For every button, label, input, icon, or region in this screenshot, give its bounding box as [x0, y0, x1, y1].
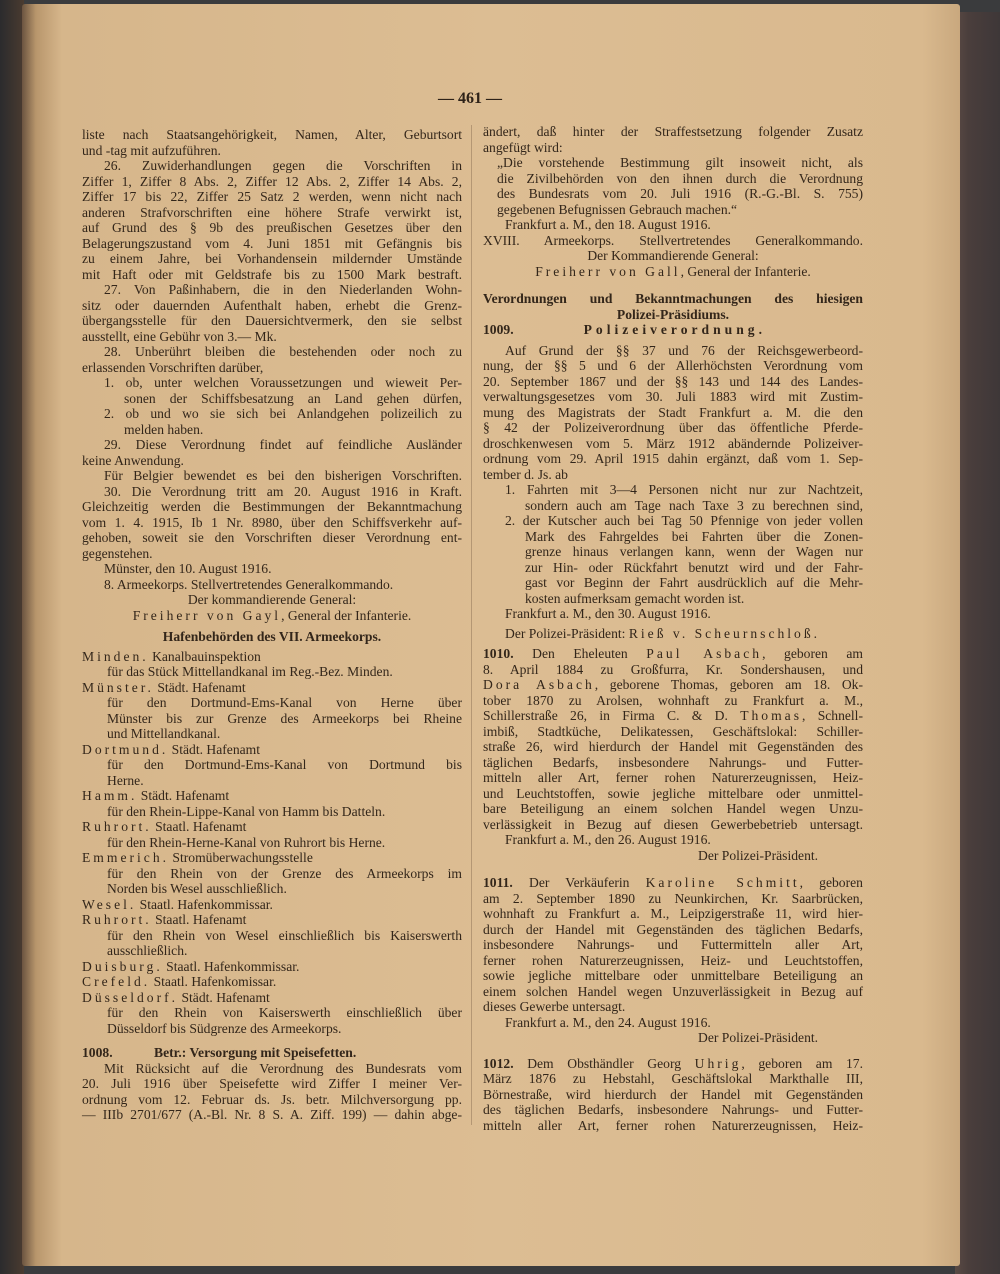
text-line: Auf Grund der §§ 37 und 76 der Reichsgewerbeord- [505, 342, 863, 358]
section-heading: Hafenbehörden des VII. Armeekorps. [162, 629, 382, 644]
text-segment: Schillerstraße 26, in Firma C. & D. [483, 708, 741, 723]
text-segment: Städt. Hafenamt [153, 679, 246, 695]
text-line: ändert, daß hinter der Straffestsetzung folgender Zusatz [483, 124, 863, 139]
text-line: Der Kommandierende General: [587, 248, 759, 263]
text-line: erlassenden Vorschriften darüber, [82, 359, 264, 375]
text-line: 8. Armeekorps. Stellvertretendes Generalkommando. [104, 576, 394, 592]
text-segment: Dem Obsthändler Georg [513, 1055, 695, 1071]
text-line: gast vor Beginn der Fahrt ausdrücklich auf die Mehr- [525, 575, 863, 590]
text-line: 2. ob und wo sie sich bei Anlandgehen polizeilich zu [104, 406, 462, 421]
text-line: mitteln aller Art, ferner rohen Naturerzeugnissen, Heiz- [483, 770, 863, 785]
text-line: sitz oder dauernden Aufenthalt haben, erhebt die Grenz- [82, 297, 462, 313]
section-heading: Polizei-Präsidiums. [616, 306, 730, 322]
text-line: gegenstehen. [82, 545, 153, 561]
heading-text: Betr.: Versorgung mit Speisefetten. [154, 1045, 357, 1060]
text-line: Frankfurt a. M., den 30. August 1916. [505, 606, 711, 621]
text-line: zur Hin- oder Rückfahrt benutzt wird und der Fahr- [525, 559, 863, 575]
text-line: für den Dortmund-Ems-Kanal von Herne über [107, 695, 462, 710]
text-line [82, 990, 462, 1006]
text-line: Der kommandierende General: [187, 592, 357, 607]
text-segment: Städt. Hafenamt [168, 741, 261, 757]
text-line: nung, der §§ 5 und 6 der Allerhöchsten Verordnung vom [483, 358, 863, 373]
text-line: anderen Strafvorschriften eine höhere Strafe verwirkt ist, [82, 204, 462, 220]
text-line: die Zivilbehörden von den ihnen durch die Verordnung [497, 170, 863, 186]
text-line [82, 850, 462, 866]
text-line: 20. September 1867 und der §§ 143 und 144 des Landes- [483, 373, 863, 389]
text-segment: Städt. Hafenamt [137, 788, 230, 803]
spaced-name: Düsseldorf. [82, 989, 179, 1005]
text-line: für den Rhein von Kaiserswerth einschließlich über [107, 1005, 462, 1020]
text-line: mitteln aller Art, ferner rohen Naturerzeugnissen, Heiz- [483, 1117, 863, 1133]
text-segment: , geborene Thomas, geboren am 18. Ok- [594, 677, 863, 692]
entry-number: 1009. [483, 322, 514, 337]
text-line: Norden bis Wesel ausschließlich. [107, 881, 287, 896]
text-line [82, 1045, 462, 1061]
text-line: sowie jegliche mittelbare oder unmittelbare Beteiligung an [483, 968, 863, 983]
text-line: vom 1. 4. 1915, Ib 1 Nr. 8980, über den Schiffsverkehr auf- [82, 514, 462, 530]
text-line [82, 680, 462, 696]
text-line [82, 819, 462, 835]
text-line: angefügt wird: [483, 139, 563, 155]
text-line [82, 649, 462, 665]
spaced-name: Rieß v. Scheurnschloß. [628, 625, 821, 641]
text-line: 20. Juli 1916 über Speisefette wird Ziffer I meiner Ver- [82, 1076, 462, 1091]
text-line: droschkenwesen vom 5. März 1912 abändernde Polizeiver- [483, 435, 863, 451]
spaced-name: Duisburg. [82, 958, 163, 974]
text-line: Mark des Fahrgeldes bei Fahrten über die Zonen- [525, 528, 863, 544]
text-line: des Bundesrats vom 20. Juli 1916 (R.-G.-Bl. S. 755) [497, 186, 863, 201]
entry-number: 1011. [483, 875, 513, 890]
spaced-name: Crefeld. [82, 974, 151, 989]
text-line: gegebenen Befugnissen Gebrauch machen.“ [497, 201, 738, 217]
text-line: Herne. [107, 772, 144, 788]
text-line: einem solchen Handel wegen Unzuverlässigkeit in Bezug auf [483, 983, 863, 999]
text-segment: Städt. Hafenamt [178, 989, 270, 1005]
text-line [483, 708, 863, 724]
spaced-name: Hamm. [82, 788, 138, 803]
text-line [483, 677, 863, 693]
text-line: auf Grund des § 9b des preußischen Gesetzes über den [82, 220, 462, 235]
text-line: imbiß, Stadtküche, Delikatessen, Geschäftslokal: Schiller- [483, 723, 863, 739]
text-line: ferner rohen Naturerzeugnissen, Heiz- und Leuchtstoffen, [483, 952, 863, 968]
text-line: 28. Unberührt bleiben die bestehenden oder noch zu [104, 344, 462, 359]
spaced-name: Freiherr von Gall [535, 263, 681, 279]
text-segment: , General der Infanterie. [281, 607, 412, 623]
text-segment: Staatl. Hafenkomissar. [150, 974, 277, 989]
text-line: tember d. Js. ab [483, 466, 568, 482]
text-line: liste nach Staatsangehörigkeit, Namen, Alter, Geburtsort [82, 127, 462, 142]
text-line: Düsseldorf bis Südgrenze des Armeekorps. [107, 1020, 342, 1036]
text-line: sonen der Schiffsbesatzung an Land gehen dürfen, [124, 390, 462, 406]
text-line: übergangsstelle für den Dauersichtvermerk, den sie selbst [82, 313, 462, 328]
text-line: des täglichen Bedarfs, insbesondere Nahrungs- und Futter- [483, 1102, 863, 1117]
text-segment: Staatl. Hafenamt [151, 819, 247, 834]
left-column [82, 127, 462, 1123]
text-segment: Stromüberwachungsstelle [169, 850, 313, 865]
text-line: für den Rhein-Herne-Kanal von Ruhrort bis Herne. [107, 834, 386, 850]
text-line: und Leuchtstoffen, sowie jegliche mittelbare oder unmittel- [483, 785, 863, 801]
spaced-name: Wesel. [82, 896, 137, 912]
text-line: Frankfurt a. M., den 26. August 1916. [505, 832, 711, 847]
text-segment: Der Polizei-Präsident: [505, 625, 629, 641]
text-line [82, 788, 462, 804]
text-line: März 1876 zu Hebstahl, Geschäftslokal Markthalle III, [483, 1071, 863, 1086]
text-line: Frankfurt a. M., den 24. August 1916. [505, 1014, 711, 1030]
text-line: mung des Magistrats der Stadt Frankfurt a. M. die den [483, 404, 863, 420]
text-line [82, 974, 462, 990]
text-segment: Der Verkäuferin [512, 875, 646, 890]
text-line: am 2. September 1890 zu Neunkirchen, Kr. Saarbrücken, [483, 890, 863, 906]
text-line: zu einem Jahre, bei Vorhandensein mildernder Umstände [82, 251, 462, 266]
spaced-name: Polizeiverordnung. [583, 322, 766, 337]
text-line: Für Belgier bewendet es bei den bisherigen Vorschriften. [104, 468, 462, 483]
entry-number: 1012. [483, 1055, 514, 1071]
text-line: — IIIb 2701/677 (A.-Bl. Nr. 8 S. A. Ziff. 199) — dahin abge- [82, 1107, 462, 1122]
text-line [82, 897, 462, 913]
text-line [483, 646, 863, 662]
text-line: gehoben, soweit sie den Vorschriften dieser Verordnung ent- [82, 530, 462, 545]
text-line: XVIII. Armeekorps. Stellvertretendes Generalkommando. [483, 232, 863, 248]
spaced-name: Ruhrort. [82, 819, 152, 834]
spaced-name: Paul Asbach [646, 646, 763, 661]
text-line: Ziffer 1, Ziffer 8 Abs. 2, Ziffer 12 Abs. 2, Ziffer 14 Abs. 2, [82, 173, 462, 189]
text-line: Der Polizei-Präsident. [698, 1030, 819, 1045]
text-line: mit Haft oder mit Geldstrafe bis zu 1500 Mark bestraft. [82, 266, 462, 282]
text-line: grenze hinaus verlangen kann, wenn der Wagen nur [525, 544, 863, 559]
text-line: 2. der Kutscher auch bei Tag 50 Pfennige von jeder vollen [505, 513, 863, 528]
text-line: kosten aufmerksam gemacht worden ist. [525, 590, 745, 606]
text-line: tober 1870 zu Arolsen, wohnhaft zu Frankfurt a. M., [483, 692, 863, 708]
text-line: melden haben. [124, 421, 204, 437]
text-line: für den Dortmund-Ems-Kanal von Dortmund bis [107, 757, 462, 772]
text-line: „Die vorstehende Bestimmung gilt insoweit nicht, als [497, 155, 863, 170]
entry-number: 1008. [82, 1045, 113, 1060]
spaced-name: Freiherr von Gayl [132, 607, 282, 623]
text-segment: Den Eheleuten [513, 646, 647, 661]
text-line: sondern auch am Tage nach Taxe 3 zu berechnen sind, [525, 497, 863, 513]
text-line: und Mittellandkanal. [107, 726, 221, 741]
spaced-name: Uhrig [694, 1055, 742, 1071]
text-line: Gleichzeitig werden die Bestimmungen der Bekanntmachung [82, 499, 462, 514]
book-spine [0, 0, 24, 1274]
page-stack-edge [955, 12, 1000, 1274]
text-line: 8. April 1884 zu Großfurra, Kr. Sondershausen, und [483, 661, 863, 677]
text-line: täglichen Bedarfs, insbesondere Nahrungs- und Futter- [483, 754, 863, 770]
text-line [82, 959, 462, 975]
text-line: ausschließlich. [107, 943, 188, 958]
text-line: ordnung vom 29. April 1915 dahin ergänzt, daß vom 1. Sep- [483, 451, 863, 466]
text-line: verlässigkeit in Bezug auf diesen Gewerbebetrieb untersagt. [483, 816, 863, 832]
text-line: § 42 der Polizeiverordnung über das öffentliche Pferde- [483, 420, 863, 435]
text-line: 29. Diese Verordnung findet auf feindliche Ausländer [104, 437, 462, 452]
text-line: 26. Zuwiderhandlungen gegen die Vorschriften in [104, 158, 462, 173]
text-line: Der Polizei-Präsident. [698, 847, 819, 863]
text-line: und -tag mit aufzuführen. [82, 142, 221, 158]
text-line: Ziffer 17 bis 22, Ziffer 25 Satz 2 werden, wenn nicht nach [82, 189, 462, 204]
text-line: insbesondere Nahrungs- und Futtermitteln aller Art, [483, 937, 863, 952]
text-line [483, 264, 863, 280]
text-line: Frankfurt a. M., den 18. August 1916. [505, 217, 711, 232]
spaced-name: Minden. [82, 648, 149, 664]
spaced-name: Emmerich. [82, 850, 170, 865]
text-line [483, 875, 863, 891]
text-line [82, 912, 462, 928]
text-segment: Staatl. Hafenkommissar. [162, 958, 300, 974]
spaced-name: Thomas [740, 708, 802, 723]
text-line [82, 742, 462, 758]
text-line: durch der Handel mit Gegenständen des täglichen Bedarfs, [483, 921, 863, 937]
text-line: für den Rhein von Wesel einschließlich bis Kaiserswerth [107, 927, 462, 943]
text-segment: , geboren [799, 875, 863, 890]
text-segment: , General der Infanterie. [680, 263, 811, 279]
text-line: 27. Von Paßinhabern, die in den Niederlanden Wohn- [104, 282, 462, 297]
spaced-name: Dora Asbach [483, 677, 595, 692]
text-segment: , Schnell- [801, 708, 863, 723]
text-line: ordnung vom 12. Februar ds. Js. betr. Milchversorgung pp. [82, 1091, 462, 1107]
text-line: 1. Fahrten mit 3—4 Personen nicht nur zur Nachtzeit, [505, 482, 863, 497]
text-line: Börnestraße, wird hierdurch der Handel mit Gegenständen [483, 1086, 863, 1102]
text-line: 30. Die Verordnung tritt am 20. August 1916 in Kraft. [104, 483, 462, 499]
spaced-name: Karoline Schmitt [645, 875, 800, 890]
spaced-name: Ruhrort. [82, 912, 152, 927]
text-line [82, 608, 462, 624]
text-segment: Staatl. Hafenkommissar. [136, 896, 273, 912]
right-column [483, 124, 863, 1133]
text-line [483, 626, 863, 642]
text-line: dieses Gewerbe untersagt. [483, 999, 626, 1014]
spaced-name: Münster. [82, 679, 154, 695]
section-heading [483, 322, 863, 338]
column-divider [471, 125, 472, 1125]
section-heading: Verordnungen und Bekanntmachungen des hiesigen [483, 291, 863, 306]
text-line: verwaltungsgesetzes vom 30. Juli 1883 wird mit Zustim- [483, 389, 863, 404]
text-line: Mit Rücksicht auf die Verordnung des Bundesrats vom [104, 1060, 462, 1076]
entry-number: 1010. [483, 646, 514, 661]
text-segment: , geboren am [762, 646, 863, 661]
text-line: für den Rhein von der Grenze des Armeekorps im [107, 865, 462, 881]
text-line: für das Stück Mittellandkanal im Reg.-Bez. Minden. [107, 664, 393, 679]
text-segment: , geboren am 17. [741, 1055, 863, 1071]
text-line: bare Beteiligung an einem solchen Handel wegen Unzu- [483, 801, 863, 816]
text-line: Münster bis zur Grenze des Armeekorps bei Rheine [107, 710, 462, 726]
text-line: für den Rhein-Lippe-Kanal von Hamm bis Datteln. [107, 803, 386, 819]
text-line: wohnhaft zu Frankfurt a. M., Leipzigerstraße 11, wird hier- [483, 906, 863, 921]
text-line: 1. ob, unter welchen Voraussetzungen und wieweit Per- [104, 375, 462, 390]
text-line: keine Anwendung. [82, 452, 184, 468]
text-segment: Staatl. Hafenamt [151, 912, 247, 927]
text-line: straße 26, wird hierdurch der Handel mit Gegenständen des [483, 739, 863, 754]
text-segment: Kanalbauinspektion [148, 648, 261, 664]
text-line: Belagerungszustand vom 4. Juni 1851 mit Gefängnis bis [82, 235, 462, 251]
text-line [483, 1056, 863, 1072]
spaced-name: Dortmund. [82, 741, 169, 757]
text-line: ausstellt, eine Gebühr von 3.— Mk. [82, 328, 277, 344]
page-number: — 461 — [438, 90, 502, 107]
text-line: Münster, den 10. August 1916. [104, 561, 272, 576]
